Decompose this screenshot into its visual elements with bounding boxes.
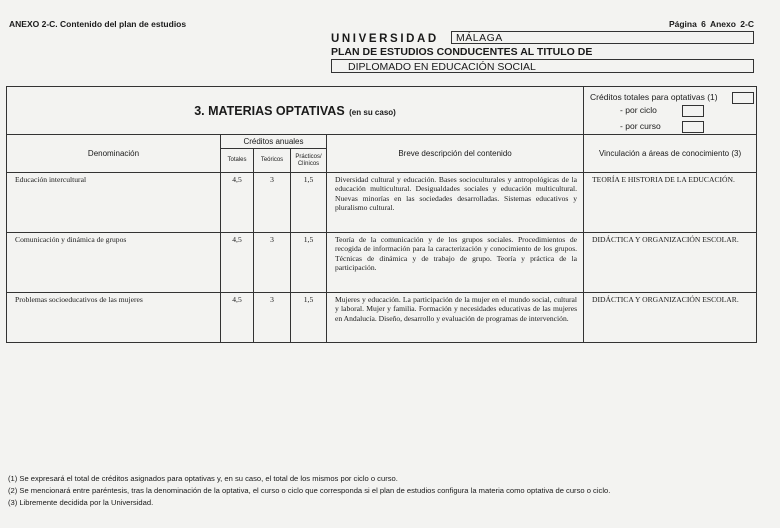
section-title-cell — [7, 87, 584, 135]
section-subtitle: (en su caso) — [349, 107, 396, 117]
optative-total-label: Créditos totales para optativas (1) — [590, 92, 718, 102]
credits-total: 4,5 — [221, 233, 254, 293]
credits-theory: 3 — [254, 173, 291, 233]
col-header-name: Denominación — [7, 135, 221, 173]
credits-theory: 3 — [254, 233, 291, 293]
table-row — [7, 233, 757, 293]
subject-name: Educación intercultural — [7, 173, 221, 233]
col-header-areas: Vinculación a áreas de conocimiento (3) — [584, 135, 757, 173]
col-header-description: Breve descripción del contenido — [327, 135, 584, 173]
optative-credits-cell — [584, 87, 757, 135]
col-header-total: Totales — [221, 149, 254, 173]
section-title: 3. MATERIAS OPTATIVAS — [194, 103, 345, 118]
table-row — [7, 293, 757, 343]
table-row — [7, 173, 757, 233]
optatives-table — [6, 86, 757, 343]
optative-total-line — [590, 91, 750, 104]
knowledge-area: TEORÍA E HISTORIA DE LA EDUCACIÓN. — [584, 173, 757, 233]
optative-course-box — [682, 121, 704, 133]
optative-total-box — [732, 92, 754, 104]
optative-course-label: - por curso — [620, 121, 661, 131]
knowledge-area: DIDÁCTICA Y ORGANIZACIÓN ESCOLAR. — [584, 233, 757, 293]
optative-cycle-box — [682, 105, 704, 117]
university-label: UNIVERSIDAD — [331, 33, 439, 45]
subject-name: Comunicación y dinámica de grupos — [7, 233, 221, 293]
credits-practice: 1,5 — [291, 293, 327, 343]
university-name-field: MÁLAGA — [451, 31, 754, 44]
degree-field: DIPLOMADO EN EDUCACIÓN SOCIAL — [331, 59, 754, 73]
plan-title: PLAN DE ESTUDIOS CONDUCENTES AL TITULO DE — [331, 46, 593, 58]
subject-description: Diversidad cultural y educación. Bases socioculturales y antropológicas de la educación multicultural. Desigualdades sociales y educación multicultural. Nuevas minorías en las sociedades desarrolladas. Sistemas educativos y pluralismo cultural. — [327, 173, 584, 233]
optative-cycle-line — [590, 104, 750, 117]
credits-theory: 3 — [254, 293, 291, 343]
subject-description: Mujeres y educación. La participación de la mujer en el mundo social, cultural y laboral. Mujer y familia. Formación y necesidades educativas de las mujeres en Andalucía. Diseño, desarrollo y evaluación de programas de intervención. — [327, 293, 584, 343]
footnote-2: (2) Se mencionará entre paréntesis, tras la denominación de la optativa, el curso o ciclo que corresponda si el plan de estudios configura la materia como optativa de curso o ciclo. — [8, 486, 611, 495]
credits-total: 4,5 — [221, 173, 254, 233]
knowledge-area: DIDÁCTICA Y ORGANIZACIÓN ESCOLAR. — [584, 293, 757, 343]
footnote-1: (1) Se expresará el total de créditos asignados para optativas y, en su caso, el total de los mismos por ciclo o curso. — [8, 474, 398, 483]
page-number: Página 6 Anexo 2-C — [668, 19, 754, 29]
col-header-practice: Prácticos/ Clínicos — [291, 149, 327, 173]
col-header-theory: Teóricos — [254, 149, 291, 173]
optative-cycle-label: - por ciclo — [620, 105, 657, 115]
footnote-3: (3) Libremente decidida por la Universidad. — [8, 498, 154, 507]
credits-total: 4,5 — [221, 293, 254, 343]
credits-practice: 1,5 — [291, 233, 327, 293]
subject-description: Teoría de la comunicación y de los grupos sociales. Procedimientos de recogida de información para la caracterización y conocimiento de los grupos. Técnicas de dinámica y de trabajo de grupo. Teoría y práctica de la participación. — [327, 233, 584, 293]
col-header-credits: Créditos anuales — [221, 135, 327, 149]
optative-course-line — [590, 120, 750, 133]
annex-header: ANEXO 2-C. Contenido del plan de estudios — [9, 19, 187, 29]
credits-practice: 1,5 — [291, 173, 327, 233]
subject-name: Problemas socioeducativos de las mujeres — [7, 293, 221, 343]
